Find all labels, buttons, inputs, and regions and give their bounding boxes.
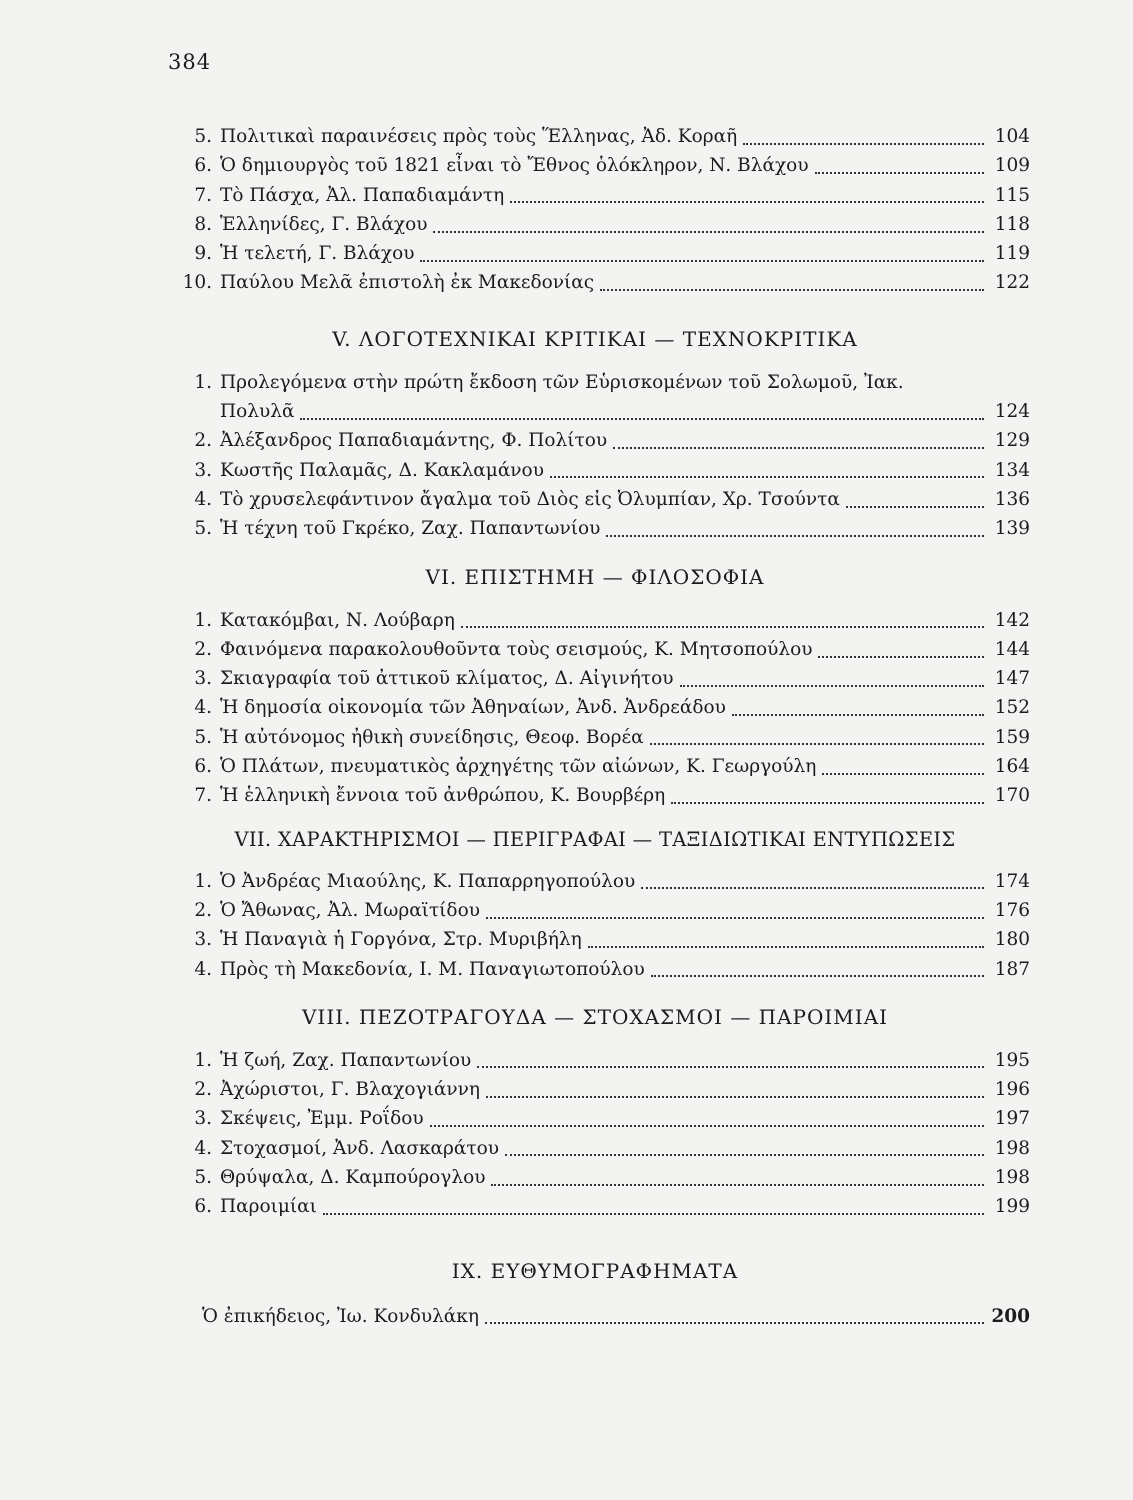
leader-dots <box>613 447 984 449</box>
leader-dots <box>486 917 984 919</box>
section-vii <box>160 867 1030 984</box>
entry-page: 136 <box>994 488 1030 510</box>
entry-title: Ἡ Παναγιὰ ἡ Γοργόνα, Στρ. Μυριβήλη <box>220 929 582 951</box>
entry-page: 174 <box>994 870 1030 892</box>
leader-dots <box>550 476 984 478</box>
section-ix <box>160 1302 1030 1331</box>
toc-entry: 4. Ἡ δημοσία οἰκονομία τῶν Ἀθηναίων, Ἀνδ. Ἀνδρεάδου 152 <box>160 693 1030 722</box>
leader-dots <box>510 201 984 203</box>
leader-dots <box>477 1066 984 1068</box>
toc-entry: 7. Τὸ Πάσχα, Ἀλ. Παπαδιαμάντη 115 <box>160 181 1030 210</box>
entry-title: Ἡ ζωή, Ζαχ. Παπαντωνίου <box>220 1049 472 1071</box>
entry-title: Ὁ Ἄθωνας, Ἀλ. Μωραϊτίδου <box>220 899 480 921</box>
leader-dots <box>433 231 984 233</box>
leader-dots <box>641 887 984 889</box>
toc-entry: 6. Ὁ Πλάτων, πνευματικὸς ἀρχηγέτης τῶν αἰώνων, Κ. Γεωργούλη 164 <box>160 752 1030 781</box>
toc-entry: 3. Σκιαγραφία τοῦ ἀττικοῦ κλίματος, Δ. Αἰγινήτου 147 <box>160 664 1030 693</box>
entry-page: 152 <box>994 697 1030 719</box>
entry-title: Πολυλᾶ <box>220 401 295 423</box>
entry-title: Τὸ χρυσελεφάντινον ἄγαλμα τοῦ Διὸς εἰς Ὀλυμπίαν, Χρ. Τσούντα <box>220 488 840 510</box>
entry-page: 200 <box>991 1305 1030 1327</box>
toc-entry: 4. Τὸ χρυσελεφάντινον ἄγαλμα τοῦ Διὸς εἰς Ὀλυμπίαν, Χρ. Τσούντα 136 <box>160 485 1030 514</box>
leader-dots <box>491 1184 984 1186</box>
toc-entry: 8. Ἑλληνίδες, Γ. Βλάχου 118 <box>160 210 1030 239</box>
leader-dots <box>818 656 984 658</box>
leader-dots <box>430 1125 984 1127</box>
entry-page: 196 <box>994 1079 1030 1101</box>
entry-page: 134 <box>994 459 1030 481</box>
section-iv-tail <box>160 122 1030 298</box>
page-number: 384 <box>168 50 212 74</box>
leader-dots <box>815 172 984 174</box>
leader-dots <box>732 714 984 716</box>
entry-title: Πρὸς τὴ Μακεδονία, Ι. Μ. Παναγιωτοπούλου <box>220 958 645 980</box>
entry-title: Ἀλέξανδρος Παπαδιαμάντης, Φ. Πολίτου <box>220 430 608 452</box>
entry-title: Ἡ ἑλληνικὴ ἔννοια τοῦ ἀνθρώπου, Κ. Βουρβέρη <box>220 785 666 807</box>
section-heading: V. ΛΟΓΟΤΕΧΝΙΚΑΙ ΚΡΙΤΙΚΑΙ — ΤΕΧΝΟΚΡΙΤΙΚΑ <box>332 326 858 351</box>
entry-page: 170 <box>994 785 1030 807</box>
entry-title: Ἡ δημοσία οἰκονομία τῶν Ἀθηναίων, Ἀνδ. Ἀνδρεάδου <box>220 697 726 719</box>
entry-title: Φαινόμενα παρακολουθοῦντα τοὺς σεισμούς, Κ. Μητσοπούλου <box>220 638 813 660</box>
toc-entry: 2. Ὁ Ἄθωνας, Ἀλ. Μωραϊτίδου 176 <box>160 896 1030 925</box>
entry-title: Ἀχώριστοι, Γ. Βλαχογιάννη <box>220 1079 480 1101</box>
entry-title: Ὁ Πλάτων, πνευματικὸς ἀρχηγέτης τῶν αἰώνων, Κ. Γεωργούλη <box>220 756 817 778</box>
entry-title: Παροιμίαι <box>220 1196 317 1218</box>
leader-dots <box>588 946 984 948</box>
entry-title: Κατακόμβαι, Ν. Λούβαρη <box>220 609 455 631</box>
entry-page: 124 <box>994 401 1030 423</box>
leader-dots <box>420 260 984 262</box>
leader-dots <box>600 289 984 291</box>
leader-dots <box>650 743 984 745</box>
entry-page: 119 <box>994 243 1030 265</box>
toc-entry: 5. Πολιτικαὶ παραινέσεις πρὸς τοὺς Ἕλληνας, Ἀδ. Κοραῆ 104 <box>160 122 1030 151</box>
entry-title: Ἑλληνίδες, Γ. Βλάχου <box>220 213 428 235</box>
leader-dots <box>323 1213 984 1215</box>
leader-dots <box>651 975 984 977</box>
leader-dots <box>743 143 984 145</box>
leader-dots <box>485 1322 984 1324</box>
entry-title: Τὸ Πάσχα, Ἀλ. Παπαδιαμάντη <box>220 184 505 206</box>
toc-entry: 3. Σκέψεις, Ἐμμ. Ροΐδου 197 <box>160 1104 1030 1133</box>
entry-page: 199 <box>994 1196 1030 1218</box>
entry-title: Στοχασμοί, Ἀνδ. Λασκαράτου <box>220 1137 499 1159</box>
toc-entry: 10. Παύλου Μελᾶ ἐπιστολὴ ἐκ Μακεδονίας 122 <box>160 268 1030 297</box>
toc-entry-continuation <box>160 397 1030 426</box>
toc-entry: 2. Ἀχώριστοι, Γ. Βλαχογιάννη 196 <box>160 1075 1030 1104</box>
toc-entry: 2. Φαινόμενα παρακολουθοῦντα τοὺς σεισμούς, Κ. Μητσοπούλου 144 <box>160 635 1030 664</box>
entry-title: Προλεγόμενα στὴν πρώτη ἔκδοση τῶν Εὑρισκομένων τοῦ Σολωμοῦ, Ἰακ. <box>220 371 904 393</box>
entry-title: Κωστῆς Παλαμᾶς, Δ. Κακλαμάνου <box>220 459 544 481</box>
toc-entry: 4. Στοχασμοί, Ἀνδ. Λασκαράτου 198 <box>160 1134 1030 1163</box>
entry-page: 176 <box>994 899 1030 921</box>
entry-page: 122 <box>994 272 1030 294</box>
toc-entry: 3. Ἡ Παναγιὰ ἡ Γοργόνα, Στρ. Μυριβήλη 180 <box>160 925 1030 954</box>
entry-title: Πολιτικαὶ παραινέσεις πρὸς τοὺς Ἕλληνας, Ἀδ. Κοραῆ <box>220 126 738 147</box>
leader-dots <box>461 626 984 628</box>
entry-title: Ὁ Ἀνδρέας Μιαούλης, Κ. Παπαρρηγοπούλου <box>220 870 636 892</box>
entry-title: Θρύψαλα, Δ. Καμπούρογλου <box>220 1167 486 1189</box>
entry-title: Ἡ τέχνη τοῦ Γκρέκο, Ζαχ. Παπαντωνίου <box>220 518 601 540</box>
entry-page: 115 <box>994 184 1030 206</box>
toc-entry: 1. Προλεγόμενα στὴν πρώτη ἔκδοση τῶν Εὑρισκομένων τοῦ Σολωμοῦ, Ἰακ. <box>160 368 1030 397</box>
entry-title: Ἡ τελετή, Γ. Βλάχου <box>220 243 415 265</box>
entry-title: Ὁ ἐπικήδειος, Ἰω. Κονδυλάκη <box>202 1305 479 1327</box>
entry-page: 104 <box>994 126 1030 147</box>
entry-page: 142 <box>994 609 1030 631</box>
leader-dots <box>300 418 984 420</box>
entry-title: Ὁ δημιουργὸς τοῦ 1821 εἶναι τὸ Ἔθνος ὁλόκληρον, Ν. Βλάχου <box>220 155 809 177</box>
leader-dots <box>505 1154 984 1156</box>
toc-entry: 3. Κωστῆς Παλαμᾶς, Δ. Κακλαμάνου 134 <box>160 456 1030 485</box>
leader-dots <box>680 685 985 687</box>
section-heading: VII. ΧΑΡΑΚΤΗΡΙΣΜΟΙ — ΠΕΡΙΓΡΑΦΑΙ — ΤΑΞΙΔΙΩΤΙΚΑΙ ΕΝΤΥΠΩΣΕΙΣ <box>234 827 956 851</box>
entry-page: 198 <box>994 1167 1030 1189</box>
leader-dots <box>606 535 984 537</box>
entry-title: Σκέψεις, Ἐμμ. Ροΐδου <box>220 1108 424 1130</box>
leader-dots <box>846 506 984 508</box>
toc-entry: 6. Παροιμίαι 199 <box>160 1192 1030 1221</box>
toc-entry: 2. Ἀλέξανδρος Παπαδιαμάντης, Φ. Πολίτου 129 <box>160 426 1030 455</box>
toc-entry: 4. Πρὸς τὴ Μακεδονία, Ι. Μ. Παναγιωτοπούλου 187 <box>160 955 1030 984</box>
entry-page: 164 <box>994 756 1030 778</box>
toc-entry: 6. Ὁ δημιουργὸς τοῦ 1821 εἶναι τὸ Ἔθνος ὁλόκληρον, Ν. Βλάχου 109 <box>160 151 1030 180</box>
entry-title: Ἡ αὐτόνομος ἠθικὴ συνείδησις, Θεοφ. Βορέα <box>220 726 644 748</box>
section-heading: VIII. ΠΕΖΟΤΡΑΓΟΥΔΑ — ΣΤΟΧΑΣΜΟΙ — ΠΑΡΟΙΜΙΑΙ <box>301 1004 889 1029</box>
entry-page: 180 <box>994 929 1030 951</box>
section-v <box>160 368 1030 544</box>
entry-page: 198 <box>994 1137 1030 1159</box>
entry-page: 147 <box>994 668 1030 690</box>
toc-entry: 5. Θρύψαλα, Δ. Καμπούρογλου 198 <box>160 1163 1030 1192</box>
section-vi <box>160 606 1030 811</box>
leader-dots <box>822 773 984 775</box>
entry-page: 109 <box>994 155 1030 177</box>
entry-page: 159 <box>994 726 1030 748</box>
toc-entry: 7. Ἡ ἑλληνικὴ ἔννοια τοῦ ἀνθρώπου, Κ. Βουρβέρη 170 <box>160 781 1030 810</box>
entry-title: Σκιαγραφία τοῦ ἀττικοῦ κλίματος, Δ. Αἰγινήτου <box>220 668 674 690</box>
toc-entry: 1. Ὁ Ἀνδρέας Μιαούλης, Κ. Παπαρρηγοπούλου 174 <box>160 867 1030 896</box>
entry-title: Παύλου Μελᾶ ἐπιστολὴ ἐκ Μακεδονίας <box>220 272 595 294</box>
toc-entry: 5. Ἡ τέχνη τοῦ Γκρέκο, Ζαχ. Παπαντωνίου 139 <box>160 514 1030 543</box>
table-of-contents <box>160 122 1030 1331</box>
toc-entry: 9. Ἡ τελετή, Γ. Βλάχου 119 <box>160 239 1030 268</box>
toc-entry <box>160 1302 1030 1331</box>
entry-page: 139 <box>994 518 1030 540</box>
toc-entry: 1. Κατακόμβαι, Ν. Λούβαρη 142 <box>160 606 1030 635</box>
leader-dots <box>671 802 984 804</box>
section-viii <box>160 1046 1030 1222</box>
entry-page: 129 <box>994 430 1030 452</box>
toc-entry: 1. Ἡ ζωή, Ζαχ. Παπαντωνίου 195 <box>160 1046 1030 1075</box>
entry-page: 197 <box>994 1108 1030 1130</box>
leader-dots <box>486 1096 984 1098</box>
toc-entry: 5. Ἡ αὐτόνομος ἠθικὴ συνείδησις, Θεοφ. Βορέα 159 <box>160 723 1030 752</box>
entry-page: 118 <box>994 213 1030 235</box>
entry-page: 144 <box>994 638 1030 660</box>
section-heading: VI. ΕΠΙΣΤΗΜΗ — ΦΙΛΟΣΟΦΙΑ <box>425 564 765 589</box>
section-heading: IX. ΕΥΘΥΜΟΓΡΑΦΗΜΑΤΑ <box>451 1258 739 1283</box>
entry-page: 187 <box>994 958 1030 980</box>
entry-page: 195 <box>994 1049 1030 1071</box>
